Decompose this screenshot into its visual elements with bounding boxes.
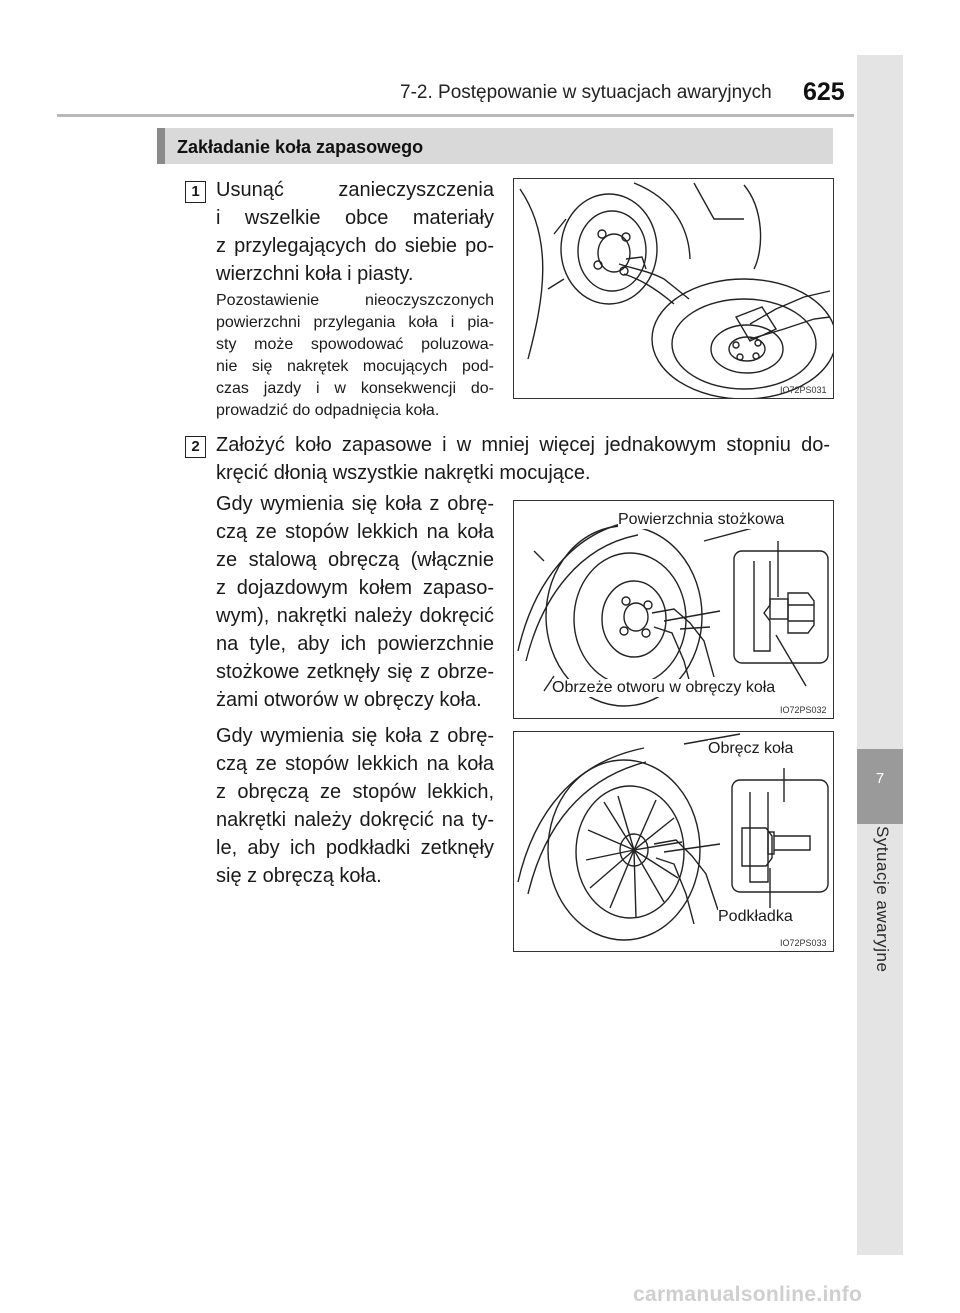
step-1-line: z przylegających do siebie po-	[216, 235, 494, 257]
paragraph-line: żami otworów w obręczy koła.	[216, 689, 482, 711]
figure-2-label-conical-surface: Powierzchnia stożkowa	[618, 511, 785, 528]
figure-3-code: IO72PS033	[780, 938, 827, 948]
figure-steel-rim	[513, 500, 834, 719]
step-2-line: kręcić dłonią wszystkie nakrętki mocujące.	[216, 462, 591, 484]
figure-3-label-washer: Podkładka	[718, 908, 793, 925]
paragraph-line: stożkowe zetknęły się z obrze-	[216, 661, 494, 683]
step-1-note-line: powierzchni przylegania koła i pia-	[216, 314, 494, 331]
paragraph-line: czą ze stopów lekkich na koła	[216, 521, 494, 543]
figure-clean-hub-drawing	[514, 179, 833, 398]
chapter-tab-label: Sytuacje awaryjne	[873, 826, 892, 973]
step-1-note-line: Pozostawienie nieoczyszczonych	[216, 292, 494, 309]
step-1-note-line: prowadzić do odpadnięcia koła.	[216, 402, 440, 419]
figure-clean-hub	[513, 178, 834, 399]
side-strip	[857, 55, 903, 1255]
step-1-note	[216, 290, 494, 422]
figure-alloy-rim	[513, 731, 834, 952]
step-1-line: wierzchni koła i piasty.	[216, 263, 414, 285]
figure-3-label-rim: Obręcz koła	[708, 740, 794, 757]
paragraph-line: czą ze stopów lekkich na koła	[216, 753, 494, 775]
step-1-text	[216, 176, 494, 288]
step-1-line: i wszelkie obce materiały	[216, 207, 494, 229]
paragraph-line: ze stalową obręczą (włącznie	[216, 549, 494, 571]
step-1-line: Usunąć zanieczyszczenia	[216, 179, 494, 201]
paragraph-line: nakrętki należy dokręcić na ty-	[216, 809, 494, 831]
step-1-note-line: nie się nakrętek mocujących pod-	[216, 358, 494, 375]
section-bar-accent	[157, 128, 165, 164]
step-2-line: Założyć koło zapasowe i w mniej więcej jednakowym stopniu do-	[216, 434, 830, 456]
figure-2-code: IO72PS032	[780, 705, 827, 715]
header-rule	[57, 114, 854, 117]
figure-1-code: IO72PS031	[780, 385, 827, 395]
paragraph-line: z dojazdowym kołem zapaso-	[216, 577, 494, 599]
section-title: Zakładanie koła zapasowego	[177, 137, 424, 157]
watermark: carmanualsonline.info	[633, 1283, 863, 1306]
paragraph-line: Gdy wymienia się koła z obrę-	[216, 725, 494, 747]
paragraph-line: się z obręczą koła.	[216, 865, 382, 887]
step-2-text	[216, 431, 830, 487]
paragraph-steel-rim	[216, 490, 494, 714]
paragraph-line: le, aby ich podkładki zetknęły	[216, 837, 494, 859]
header-title: 7-2. Postępowanie w sytuacjach awaryjnych	[400, 82, 772, 103]
paragraph-line: z obręczą ze stopów lekkich,	[216, 781, 494, 803]
step-2-number: 2	[185, 436, 206, 458]
page-number: 625	[803, 78, 845, 106]
figure-2-label-hole-edge: Obrzeże otworu w obręczy koła	[552, 679, 776, 696]
step-1-note-line: sty może spowodować poluzowa-	[216, 336, 494, 353]
paragraph-alloy-rim	[216, 722, 494, 890]
paragraph-line: na tyle, aby ich powierzchnie	[216, 633, 494, 655]
step-1-number: 1	[185, 181, 206, 203]
chapter-tab-number: 7	[875, 770, 885, 787]
step-1-note-line: czas jazdy i w konsekwencji do-	[216, 380, 494, 397]
paragraph-line: Gdy wymienia się koła z obrę-	[216, 493, 494, 515]
paragraph-line: wym), nakrętki należy dokręcić	[216, 605, 494, 627]
